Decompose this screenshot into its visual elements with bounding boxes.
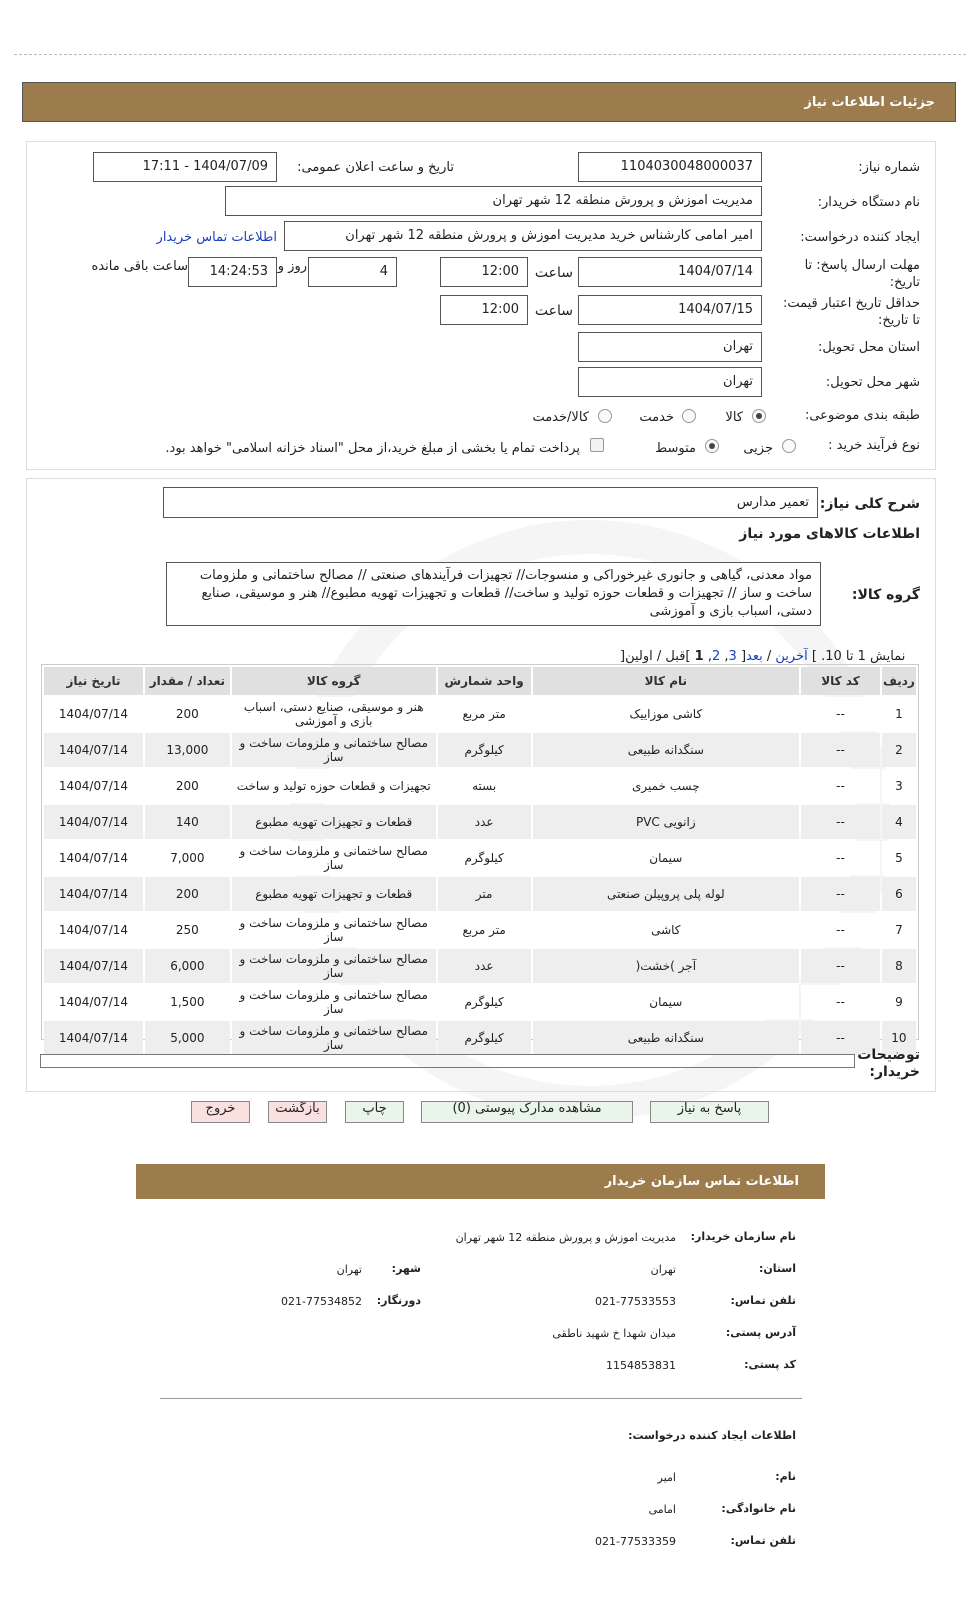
quantity-cell: 7,000 [145,841,230,875]
table-row [44,985,916,1019]
deadline-label: مهلت ارسال پاسخ: تا [804,258,920,273]
pagination-last-link[interactable]: آخرین [775,649,808,664]
category-goods-radio[interactable] [752,409,766,423]
quantity-cell: 5,000 [145,1021,230,1055]
table-row [44,733,916,767]
row-number-cell: 10 [882,1021,916,1055]
row-number-cell: 6 [882,877,916,911]
deadline-time-field: 12:00 [440,257,528,287]
item-code-cell: -- [801,841,880,875]
top-divider [14,54,966,55]
announce-field: 1404/07/09 - 17:11 [93,152,277,182]
need-date-cell: 1404/07/14 [44,805,143,839]
category-goods-label: کالا [725,410,743,425]
contact-fax-label: دورنگار: [376,1294,421,1307]
quantity-cell: 200 [145,697,230,731]
item-name-cell: کاشی [533,913,800,947]
contact-city-value: تهران [336,1263,362,1276]
buyer-org-label: نام دستگاه خریدار: [817,195,920,210]
pagination-bracket: [ [740,649,747,664]
table-row [44,805,916,839]
item-name-cell: سیمان [533,985,800,1019]
print-button[interactable]: چاپ [345,1101,404,1123]
item-name-cell: چسب خمیری [533,769,800,803]
unit-cell: کیلوگرم [438,733,531,767]
pagination-bracket-open: ] [811,649,817,664]
need-date-cell: 1404/07/14 [44,697,143,731]
item-name-cell: کاشی موزاییک [533,697,800,731]
page-title: جزئیات اطلاعات نیاز [804,95,935,110]
need-date-cell: 1404/07/14 [44,733,143,767]
min-valid-time-label: ساعت [534,303,573,319]
goods-info-title: اطلاعات کالاهای مورد نیاز [739,526,920,542]
row-number-cell: 4 [882,805,916,839]
buyer-org-field: مدیریت اموزش و پرورش منطقه 12 شهر تهران [225,186,762,216]
item-group-cell: تجهیزات و قطعات حوزه تولید و ساخت [232,769,436,803]
category-label: طبقه بندی موضوعی: [804,408,920,423]
unit-cell: متر [438,877,531,911]
table-row [44,697,916,731]
column-header: تاریخ نیاز [44,667,143,695]
item-name-cell: سیمان [533,841,800,875]
creator-family-value: امامی [648,1503,676,1516]
process-minor-radio[interactable] [782,439,796,453]
back-button[interactable]: بازگشت [268,1101,327,1123]
city-field: تهران [578,367,762,397]
province-label: استان محل تحویل: [818,340,920,355]
days-label: روز و [277,259,307,274]
pagination-sep: / [766,649,772,664]
pagination-prev: قبل [665,649,686,664]
row-number-cell: 8 [882,949,916,983]
column-header: تعداد / مقدار [145,667,230,695]
item-code-cell: -- [801,697,880,731]
pagination-sep-2: / [656,649,662,664]
contact-phone-label: تلفن تماس: [730,1294,796,1307]
table-row [44,913,916,947]
need-date-cell: 1404/07/14 [44,769,143,803]
notes-label-2: خریدار: [869,1064,920,1080]
desc-field: تعمیر مدارس [163,487,818,518]
category-service-radio[interactable] [682,409,696,423]
item-code-cell: -- [801,769,880,803]
table-row [44,877,916,911]
unit-cell: عدد [438,949,531,983]
reply-button[interactable]: پاسخ به نیاز [650,1101,769,1123]
treasury-payment-note: پرداخت تمام یا بخشی از مبلغ خرید،از محل "اسناد خزانه اسلامی" خواهد بود. [165,441,580,456]
quantity-cell: 13,000 [145,733,230,767]
remaining-label: ساعت باقی مانده [91,259,188,274]
row-number-cell: 1 [882,697,916,731]
item-code-cell: -- [801,913,880,947]
column-header: واحد شمارش [438,667,531,695]
contact-province-value: تهران [650,1263,676,1276]
min-valid-label-2: تا تاریخ: [878,313,920,328]
creator-name-value: امیر [657,1471,676,1484]
items-table-wrapper [41,664,919,1052]
contact-org-value: مدیریت اموزش و پرورش منطقه 12 شهر تهران [455,1231,676,1244]
pagination-comma-2: , [707,649,712,664]
unit-cell: متر مربع [438,697,531,731]
pagination-next-link[interactable]: بعد [746,649,763,664]
row-number-cell: 3 [882,769,916,803]
unit-cell: کیلوگرم [438,1021,531,1055]
category-service-label: خدمت [639,410,674,425]
pagination-summary: نمایش 1 تا 10. [821,649,906,664]
table-body [44,697,916,1055]
item-name-cell: لوله پلی پروپیلن صنعتی [533,877,800,911]
row-number-cell: 2 [882,733,916,767]
item-name-cell: سنگدانه طبیعی [533,733,800,767]
quantity-cell: 6,000 [145,949,230,983]
notes-label: توضیحات [857,1047,920,1063]
contact-org-label: نام سازمان خریدار: [690,1230,796,1243]
need-date-cell: 1404/07/14 [44,841,143,875]
row-number-cell: 9 [882,985,916,1019]
contact-divider [160,1398,802,1399]
quantity-cell: 200 [145,769,230,803]
unit-cell: عدد [438,805,531,839]
item-name-cell: زانویی PVC [533,805,800,839]
row-number-cell: 7 [882,913,916,947]
item-code-cell: -- [801,949,880,983]
desc-label: شرح کلی نیاز: [819,496,920,512]
province-field: تهران [578,332,762,362]
pagination-page-3[interactable]: 3 [728,649,737,664]
need-date-cell: 1404/07/14 [44,985,143,1019]
row-number-cell: 5 [882,841,916,875]
item-code-cell: -- [801,1021,880,1055]
item-group-cell: قطعات و تجهیزات تهویه مطبوع [232,805,436,839]
attachments-button[interactable]: مشاهده مدارک پیوستی (0) [421,1101,633,1123]
item-code-cell: -- [801,805,880,839]
column-header: ردیف [882,667,916,695]
min-valid-label: حداقل تاریخ اعتبار قیمت: [782,296,920,311]
deadline-label-2: تاریخ: [889,275,920,290]
unit-cell: کیلوگرم [438,841,531,875]
item-group-cell: هنر و موسیقی، صنایع دستی، اسباب بازی و آموزشی [232,697,436,731]
item-code-cell: -- [801,733,880,767]
contact-postal-value: 1154853831 [606,1359,676,1372]
column-header: گروه کالا [232,667,436,695]
notes-field [40,1054,855,1068]
table-row [44,769,916,803]
item-group-cell: مصالح ساختمانی و ملزومات ساخت و ساز [232,985,436,1019]
pagination-page-1: 1 [694,649,704,664]
creator-phone-label: تلفن تماس: [730,1534,796,1547]
contact-postal-label: کد پستی: [744,1358,796,1371]
contact-address-value: میدان شهدا خ شهید ناطقی [552,1327,676,1340]
city-label: شهر محل تحویل: [825,375,920,390]
column-header: نام کالا [533,667,800,695]
item-name-cell: سنگدانه طبیعی [533,1021,800,1055]
deadline-date-field: 1404/07/14 [578,257,762,287]
item-group-cell: مصالح ساختمانی و ملزومات ساخت و ساز [232,913,436,947]
unit-cell: کیلوگرم [438,985,531,1019]
item-code-cell: -- [801,985,880,1019]
buyer-contact-link[interactable]: اطلاعات تماس خریدار [156,230,277,245]
process-medium-label: متوسط [655,441,696,456]
treasury-payment-checkbox[interactable] [590,438,604,452]
category-both-radio[interactable] [598,409,612,423]
quantity-cell: 1,500 [145,985,230,1019]
contact-phone-value: 021-77533553 [595,1295,676,1308]
item-group-cell: قطعات و تجهیزات تهویه مطبوع [232,877,436,911]
pagination-first: اولین [625,649,653,664]
need-date-cell: 1404/07/14 [44,877,143,911]
creator-name-label: نام: [775,1470,796,1483]
quantity-cell: 250 [145,913,230,947]
table-row [44,1021,916,1055]
pagination-bracket-end: [ [620,649,626,664]
table-header-row [44,667,916,695]
creator-family-label: نام خانوادگی: [721,1502,796,1515]
column-header: کد کالا [801,667,880,695]
item-group-cell: مصالح ساختمانی و ملزومات ساخت و ساز [232,733,436,767]
goods-group-field: مواد معدنی، گیاهی و جانوری غیرخوراکی و منسوجات// تجهیزات فرآیندهای صنعتی // مصالح ساختمانی و ملزومات ساخت و ساز // تجهیزات و قطعات حوزه تولید و ساخت// قطعات و تجهیزات تهویه مطبوع// هنر و موسیقی، صنایع دستی، اسباب بازی و آموزشی [166,562,821,626]
need-date-cell: 1404/07/14 [44,1021,143,1055]
need-date-cell: 1404/07/14 [44,913,143,947]
item-code-cell: -- [801,877,880,911]
contact-address-label: آدرس پستی: [725,1326,796,1339]
pagination-comma: , [724,649,729,664]
pagination-page-2[interactable]: 2 [711,649,721,664]
contact-city-label: شهر: [391,1262,421,1275]
min-valid-date-field: 1404/07/15 [578,295,762,325]
item-name-cell: آجر )خشت( [533,949,800,983]
item-group-cell: مصالح ساختمانی و ملزومات ساخت و ساز [232,1021,436,1055]
contact-title: اطلاعات تماس سازمان خریدار [604,1174,799,1189]
need-number-label: شماره نیاز: [858,160,920,175]
table-row [44,949,916,983]
days-field: 4 [308,257,397,287]
contact-fax-value: 021-77534852 [281,1295,362,1308]
creator-label: ایجاد کننده درخواست: [800,230,920,245]
deadline-time-label: ساعت [534,265,573,281]
process-medium-radio[interactable] [705,439,719,453]
category-both-label: کالا/خدمت [532,410,589,425]
pagination [620,649,905,664]
need-number-field: 1104030048000037 [578,152,762,182]
goods-group-label: گروه کالا: [851,587,920,603]
table-row [44,841,916,875]
pagination-bracket-close: ] [685,649,691,664]
process-minor-label: جزیی [743,441,773,456]
contact-province-label: استان: [759,1262,796,1275]
unit-cell: متر مربع [438,913,531,947]
unit-cell: بسته [438,769,531,803]
creator-info-title: اطلاعات ایجاد کننده درخواست: [628,1429,796,1442]
process-label: نوع فرآیند خرید : [828,438,920,453]
creator-phone-value: 021-77533359 [595,1535,676,1548]
item-group-cell: مصالح ساختمانی و ملزومات ساخت و ساز [232,949,436,983]
remaining-time-field: 14:24:53 [188,257,277,287]
quantity-cell: 140 [145,805,230,839]
quantity-cell: 200 [145,877,230,911]
exit-button[interactable]: خروج [191,1101,250,1123]
items-table [42,665,918,1057]
need-date-cell: 1404/07/14 [44,949,143,983]
min-valid-time-field: 12:00 [440,295,528,325]
item-group-cell: مصالح ساختمانی و ملزومات ساخت و ساز [232,841,436,875]
page-header [22,82,956,122]
creator-field: امیر امامی کارشناس خرید مدیریت اموزش و پرورش منطقه 12 شهر تهران [284,221,762,251]
announce-label: تاریخ و ساعت اعلان عمومی: [297,160,454,175]
contact-header [136,1164,825,1199]
